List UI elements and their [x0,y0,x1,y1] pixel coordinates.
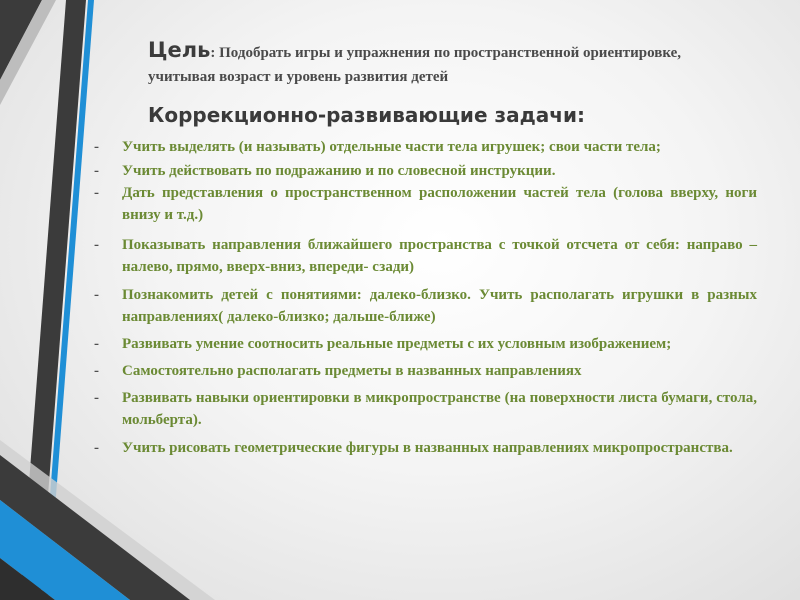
task-text: Учить выделять (и называть) отдельные части тела игрушек; свои части тела; [122,139,661,155]
task-list [92,136,757,461]
task-item [92,387,757,431]
task-item [92,136,757,158]
task-item [92,284,757,328]
task-text: Учить рисовать геометрические фигуры в названных направлениях микропространства. [122,440,733,456]
task-item [92,360,757,382]
bullet-dash: - [94,390,99,406]
task-item [92,182,757,226]
tasks-title: Коррекционно-развивающие задачи: [148,103,585,127]
task-item [92,333,757,355]
goal-text: : Подобрать игры и упражнения по пространственной ориентировке, учитывая возраст и уровень развития детей [148,45,682,85]
bullet-dash: - [94,163,99,179]
bullet-dash: - [94,336,99,352]
bullet-dash: - [94,237,99,253]
bullet-dash: - [94,440,99,456]
task-item [92,160,757,182]
task-text: Дать представления о пространственном расположении частей тела (голова вверху, ноги внизу и т.д.) [122,185,757,223]
bullet-dash: - [94,363,99,379]
task-text: Развивать навыки ориентировки в микропространстве (на поверхности листа бумаги, стола, мольберта). [122,390,757,428]
task-text: Показывать направления ближайшего пространства с точкой отсчета от себя: направо –налево, прямо, вверх-вниз, впереди- сзади) [122,237,757,275]
task-item [92,437,757,459]
task-item [92,234,757,278]
bullet-dash: - [94,185,99,201]
task-text: Развивать умение соотносить реальные предметы с их условным изображением; [122,336,672,352]
goal-statement [148,38,748,89]
goal-label: Цель [148,38,211,62]
task-text: Самостоятельно располагать предметы в названных направлениях [122,363,582,379]
task-text: Познакомить детей с понятиями: далеко-близко. Учить располагать игрушки в разных направлениях( далеко-близко; дальше-ближе) [122,287,757,325]
bullet-dash: - [94,287,99,303]
bullet-dash: - [94,139,99,155]
task-text: Учить действовать по подражанию и по словесной инструкции. [122,163,556,179]
